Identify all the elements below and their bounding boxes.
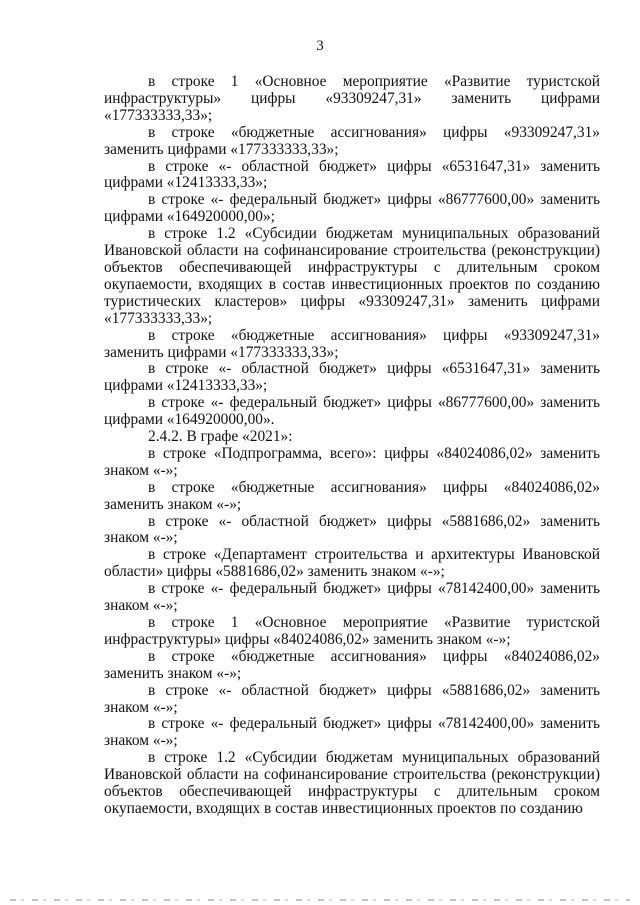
paragraph: в строке «- областной бюджет» цифры «6531647,31» заменить цифрами «12413333,33»; — [104, 157, 600, 192]
paragraph: в строке «бюджетные ассигнования» цифры «84024086,02» заменить знаком «-»; — [104, 647, 600, 682]
paragraph: в строке «- федеральный бюджет» цифры «86777600,00» заменить цифрами «164920000,00»; — [104, 191, 600, 226]
page-number: 3 — [316, 38, 324, 54]
paragraph: в строке «- федеральный бюджет» цифры «78142400,00» заменить знаком «-»; — [104, 580, 600, 615]
paragraph: в строке «- областной бюджет» цифры «5881686,02» заменить знаком «-»; — [104, 512, 600, 547]
paragraph: в строке 1 «Основное мероприятие «Развитие туристской инфраструктуры» цифры «93309247,31» заменить цифрами «177333333,33»; — [104, 73, 600, 124]
paragraph: в строке «бюджетные ассигнования» цифры «93309247,31» заменить цифрами «177333333,33»; — [104, 123, 600, 158]
document-body — [104, 74, 600, 818]
paragraph: в строке «Подпрограмма, всего»: цифры «84024086,02» заменить знаком «-»; — [104, 444, 600, 479]
paragraph: в строке «бюджетные ассигнования» цифры «93309247,31» заменить цифрами «177333333,33»; — [104, 326, 600, 361]
paragraph: в строке «- областной бюджет» цифры «5881686,02» заменить знаком «-»; — [104, 681, 600, 716]
paragraph: в строке «Департамент строительства и архитектуры Ивановской области» цифры «5881686,02» заменить знаком «-»; — [104, 546, 600, 581]
section-heading: 2.4.2. В графе «2021»: — [148, 428, 293, 446]
scan-artifact — [10, 899, 630, 901]
paragraph: в строке «- федеральный бюджет» цифры «78142400,00» заменить знаком «-»; — [104, 715, 600, 750]
paragraph: в строке «- областной бюджет» цифры «6531647,31» заменить цифрами «12413333,33»; — [104, 360, 600, 395]
paragraph: в строке 1 «Основное мероприятие «Развитие туристской инфраструктуры» цифры «84024086,02» заменить знаком «-»; — [104, 614, 600, 648]
paragraph: в строке «- федеральный бюджет» цифры «86777600,00» заменить цифрами «164920000,00». — [104, 394, 600, 429]
paragraph: в строке «бюджетные ассигнования» цифры «84024086,02» заменить знаком «-»; — [104, 478, 600, 513]
paragraph: в строке 1.2 «Субсидии бюджетам муниципальных образований Ивановской области на софинансирование строительства (реконструкции) объектов обеспечивающей инфраструктуры с длительным сроком окупаемости, входящих в состав инвестиционных проектов по созданию — [104, 749, 600, 817]
paragraph: в строке 1.2 «Субсидии бюджетам муниципальных образований Ивановской области на софинансирование строительства (реконструкции) объектов обеспечивающей инфраструктуры с длительным сроком окупаемости, входящих в состав инвестиционных проектов по созданию туристических кластеров» цифры «93309247,31» заменить цифрами «177333333,33»; — [104, 225, 600, 327]
